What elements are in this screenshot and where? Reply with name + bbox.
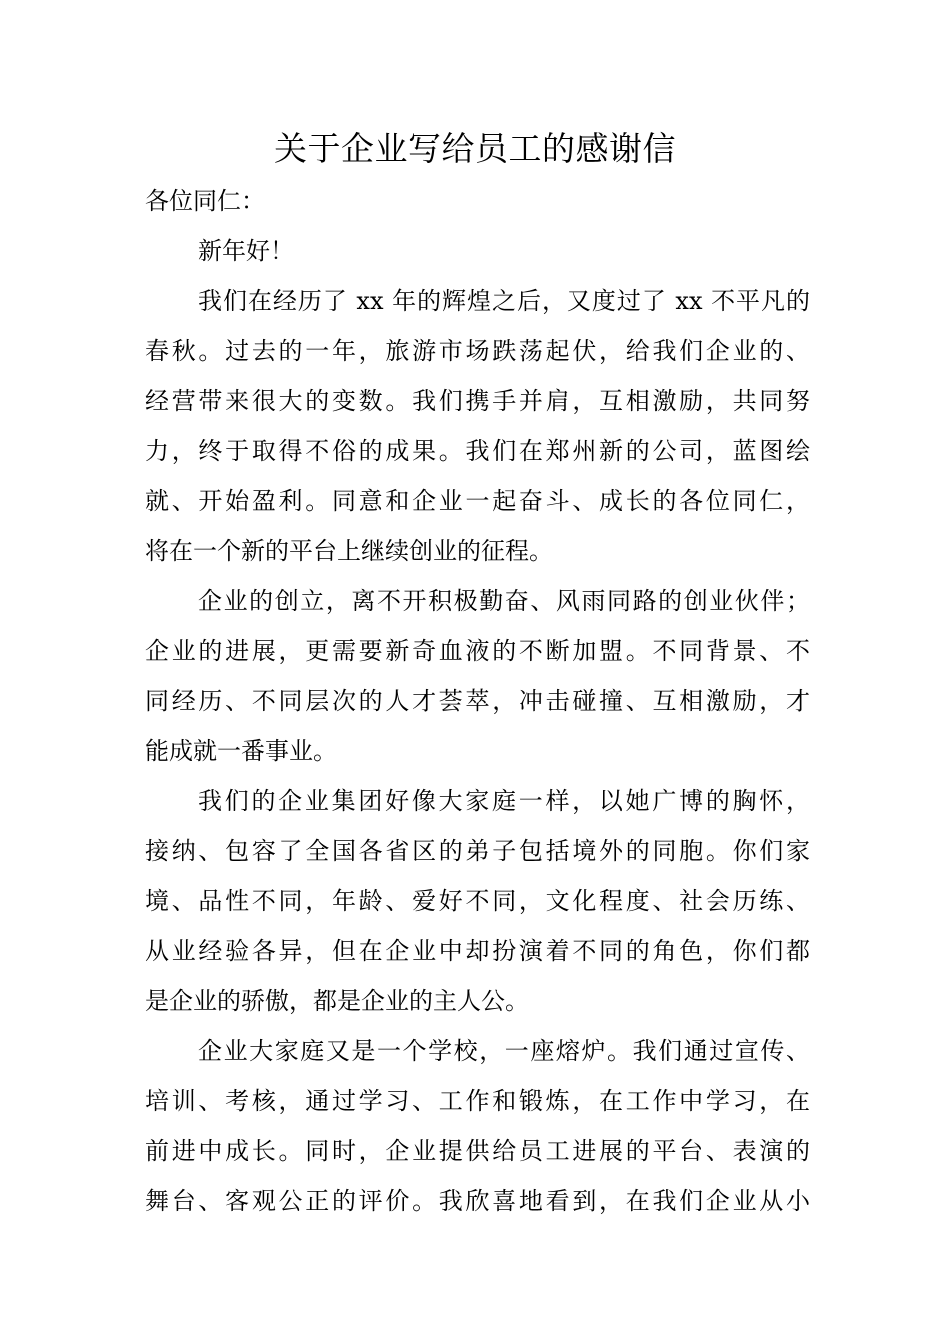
paragraph-line: 新年好！ — [198, 237, 294, 265]
paragraph-line: 从业经验各异，但在企业中却扮演着不同的角色，你们都 — [145, 937, 810, 965]
paragraph-line: 接纳、包容了全国各省区的弟子包括境外的同胞。你们家 — [145, 837, 810, 865]
paragraph-greeting — [145, 226, 810, 276]
paragraph-year-review — [145, 276, 810, 576]
paragraph-founding — [145, 576, 810, 776]
salutation: 各位同仁： — [145, 187, 265, 215]
paragraph-line: 企业的创立，离不开积极勤奋、风雨同路的创业伙伴； — [198, 587, 810, 615]
paragraph-line: 前进中成长。同时，企业提供给员工进展的平台、表演的 — [145, 1137, 810, 1165]
paragraph-line: 能成就一番事业。 — [145, 737, 337, 765]
paragraph-family — [145, 776, 810, 1026]
paragraph-line: 境、品性不同，年龄、爱好不同，文化程度、社会历练、 — [145, 887, 810, 915]
paragraph-line: 力，终于取得不俗的成果。我们在郑州新的公司，蓝图绘 — [145, 437, 810, 465]
paragraph-school — [145, 1026, 810, 1226]
document-title: 关于企业写给员工的感谢信 — [274, 129, 676, 168]
letter-body — [145, 176, 810, 1226]
paragraph-line: 培训、考核，通过学习、工作和锻炼，在工作中学习，在 — [145, 1087, 810, 1115]
paragraph-line: 将在一个新的平台上继续创业的征程。 — [145, 537, 553, 565]
paragraph-line: 企业大家庭又是一个学校，一座熔炉。我们通过宣传、 — [198, 1037, 810, 1065]
paragraph-line: 我们在经历了 xx 年的辉煌之后，又度过了 xx 不平凡的 — [198, 287, 810, 315]
paragraph-line: 舞台、客观公正的评价。我欣喜地看到，在我们企业从小 — [145, 1187, 810, 1215]
paragraph-line: 是企业的骄傲，都是企业的主人公。 — [145, 987, 529, 1015]
paragraph-line: 我们的企业集团好像大家庭一样，以她广博的胸怀， — [198, 787, 810, 815]
paragraph-line: 企业的进展，更需要新奇血液的不断加盟。不同背景、不 — [145, 637, 810, 665]
paragraph-line: 同经历、不同层次的人才荟萃，冲击碰撞、互相激励，才 — [145, 687, 810, 715]
paragraph-line: 就、开始盈利。同意和企业一起奋斗、成长的各位同仁， — [145, 487, 810, 515]
paragraph-line: 经营带来很大的变数。我们携手并肩，互相激励，共同努 — [145, 387, 810, 415]
paragraph-line: 春秋。过去的一年，旅游市场跌荡起伏，给我们企业的、 — [145, 337, 810, 365]
